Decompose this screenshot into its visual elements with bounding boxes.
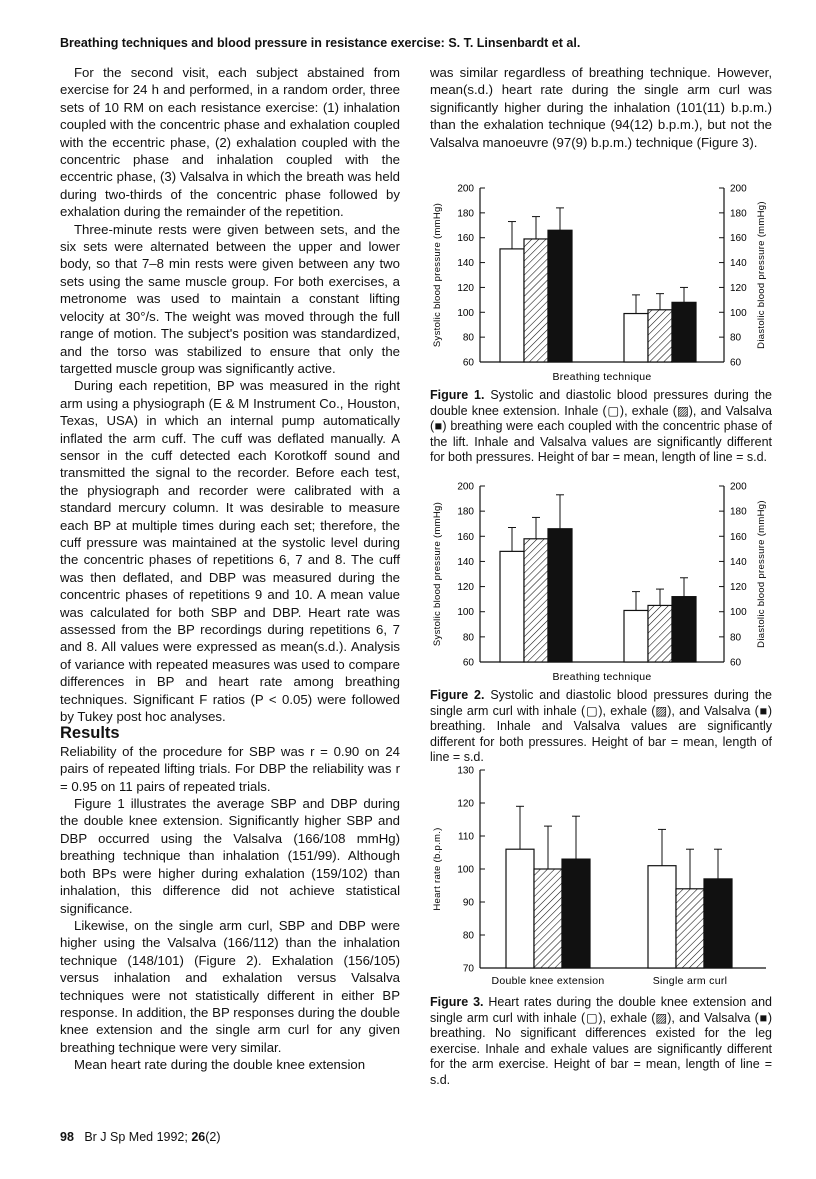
- y-tick-label-left: 90: [462, 897, 474, 909]
- left-column: [60, 64, 400, 1074]
- figure-2-chart: [428, 478, 772, 684]
- y-axis-label: Heart rate (b.p.m.): [432, 827, 443, 911]
- y-tick-label-left: 100: [457, 864, 474, 876]
- bar-valsalva: [548, 529, 572, 662]
- y-tick-label-left: 180: [457, 208, 474, 220]
- bar-exhale: [534, 869, 562, 968]
- y-tick-label-left: 200: [457, 183, 474, 195]
- figure-2-caption: [430, 688, 772, 766]
- y-tick-label-right: 120: [730, 582, 747, 594]
- bar-valsalva: [704, 879, 732, 968]
- bar-valsalva: [672, 597, 696, 662]
- running-header: Breathing techniques and blood pressure in resistance exercise: S. T. Linsenbardt et al.: [60, 36, 581, 50]
- x-axis-label: Breathing technique: [552, 671, 652, 683]
- x-category-label: Double knee extension: [491, 975, 605, 987]
- y-tick-label-left: 100: [457, 307, 474, 319]
- y-tick-label-left: 80: [462, 332, 474, 344]
- caption-label: Figure 3.: [430, 995, 484, 1009]
- bar-valsalva: [672, 302, 696, 362]
- bar-exhale: [648, 605, 672, 662]
- y-tick-label-left: 180: [457, 506, 474, 518]
- y-tick-label-left: 80: [462, 632, 474, 644]
- bar-inhale: [500, 551, 524, 662]
- y-tick-label-right: 60: [730, 657, 742, 669]
- journal-citation: Br J Sp Med 1992;: [84, 1130, 188, 1144]
- y-tick-label-right: 140: [730, 556, 747, 568]
- y-tick-label-right: 120: [730, 282, 747, 294]
- y-tick-label-right: 100: [730, 307, 747, 319]
- y-tick-label-right: 80: [730, 332, 742, 344]
- section-title: Results: [60, 724, 120, 743]
- y-axis-label: Systolic blood pressure (mmHg): [432, 501, 443, 647]
- y-tick-label-left: 60: [462, 657, 474, 669]
- bar-inhale: [506, 849, 534, 968]
- bar-inhale: [624, 314, 648, 362]
- y-tick-label-left: 100: [457, 607, 474, 619]
- paragraph: was similar regardless of breathing technique. However, mean(s.d.) heart rate during the single arm curl was significantly higher during the inhalation (101(11) b.p.m.) than the exhalation technique (94(12) b.p.m.), but not the Valsalva manoeuvre (97(9) b.p.m.) technique (Figure 3).: [430, 65, 772, 150]
- bar-exhale: [524, 239, 548, 362]
- y-tick-label-left: 120: [457, 282, 474, 294]
- bar-exhale: [648, 310, 672, 362]
- x-category-label: Single arm curl: [652, 975, 728, 987]
- y-tick-label-left: 160: [457, 531, 474, 543]
- y-tick-label-left: 70: [462, 963, 474, 975]
- bar-exhale: [676, 889, 704, 968]
- y-tick-label-left: 120: [457, 582, 474, 594]
- bar-inhale: [624, 610, 648, 662]
- paragraph: Figure 1 illustrates the average SBP and DBP during the double knee extension. Significantly higher SBP and DBP occurred using the Valsalva (166/108 mmHg) breathing technique than inhalation (151/99). Although both BPs were higher during exhalation (159/102) than inhalation, this difference did not achieve statistical significance.: [60, 796, 400, 916]
- paragraph: Reliability of the procedure for SBP was r = 0.90 on 24 pairs of repeated lifting trials. For DBP the reliability was r = 0.95 on 11 pairs of repeated trials.: [60, 743, 400, 794]
- journal-volume: 26: [191, 1130, 206, 1144]
- bar-inhale: [500, 249, 524, 362]
- y-tick-label-left: 60: [462, 357, 474, 369]
- figure-3: [428, 762, 772, 997]
- right-column: [430, 64, 772, 151]
- y-tick-label-left: 140: [457, 556, 474, 568]
- y-tick-label-left: 80: [462, 930, 474, 942]
- y-tick-label-right: 180: [730, 208, 747, 220]
- figure-1-chart: [428, 180, 772, 386]
- y-tick-label-right: 140: [730, 258, 747, 270]
- y-tick-label-left: 200: [457, 481, 474, 493]
- figure-3-chart: [428, 762, 772, 992]
- y-tick-label-right: 80: [730, 632, 742, 644]
- y-tick-label-left: 140: [457, 258, 474, 270]
- page-footer: [60, 1130, 221, 1144]
- page-number: 98: [60, 1130, 74, 1144]
- y-tick-label-right: 200: [730, 481, 747, 493]
- figure-3-caption: [430, 995, 772, 1089]
- bar-valsalva: [548, 230, 572, 362]
- x-axis-label: Breathing technique: [552, 371, 652, 383]
- paragraph: During each repetition, BP was measured in the right arm using a physiograph (E & M Instrument Co., Houston, Texas, USA) in which an internal pump automatically inflated the arm cuff. The cuff was deflated manually. A sensor in the cuff detected each Korotkoff sound and transmitted the signal to the recorder. Before each test, the physiograph and recorder were calibrated with a standard mercury column. It was desirable to measure each BP at multiple times during each set; therefore, the cuff pressure was maintained at the systolic level during the concentric phases of repetitions 6, 7 and 8. The cuff was then deflated, and DBP was measured during the concentric phases of repetitions 9 and 10. A mean value was calculated for both SBP and DBP. Heart rate was assessed from the BP recordings during repetitions 6, 7 and 8. All values were expressed as mean(s.d.). Analysis of variance with repeated measures was used to compare differences in BP and heart rate among breathing techniques. Significant F ratios (P < 0.05) were followed by Tukey post hoc analyses.: [60, 378, 400, 725]
- y-tick-label-right: 200: [730, 183, 747, 195]
- paragraph: Mean heart rate during the double knee extension: [74, 1057, 366, 1073]
- y-tick-label-left: 110: [458, 831, 474, 843]
- caption-label: Figure 1.: [430, 388, 485, 402]
- paragraph: Likewise, on the single arm curl, SBP and DBP were higher using the Valsalva (166/112) than the inhalation technique (148/101) (Figure 2). Exhalation (156/105) versus inhalation and exhalation versus Valsalva techniques were not statistically different in either BP response. In addition, the BP responses during the double knee extension and the single arm curl for any given breathing technique were very similar.: [60, 917, 400, 1055]
- figure-1: [428, 180, 772, 391]
- caption-text: Systolic and diastolic blood pressures during the single arm curl with inhale (▢), exhale (▨), and Valsalva (■) breathing. Inhale and Valsalva values are significantly different for both pressures. Height of bar = mean, length of line = s.d.: [430, 688, 773, 765]
- y-axis-label-right: Diastolic blood pressure (mmHg): [756, 201, 767, 349]
- paragraph: For the second visit, each subject abstained from exercise for 24 h and performed, in a random order, three sets of 10 RM on each resistance exercise: (1) inhalation coupled with the concentric phase and exhalation coupled with the eccentric phase, (2) exhalation coupled with the concentric phase and inhalation coupled with the eccentric phase, (3) Valsalva in which the breath was held during two-thirds of the concentric phase followed by exhalation during the remainder of the repetition.: [60, 65, 400, 220]
- y-tick-label-right: 180: [730, 506, 747, 518]
- bar-valsalva: [562, 859, 590, 968]
- journal-issue: (2): [205, 1130, 221, 1144]
- figure-1-caption: [430, 388, 772, 466]
- bar-inhale: [648, 866, 676, 968]
- y-tick-label-right: 60: [730, 357, 742, 369]
- y-axis-label-right: Diastolic blood pressure (mmHg): [756, 500, 767, 648]
- paragraph: Three-minute rests were given between sets, and the six sets were alternated between the upper and lower body, so that 7–8 min rests were given between any two sets using the same muscle group. For both exercises, a metronome was used to maintain a constant lifting velocity at 30°/s. The weight was moved through the full range of motion. The subject's position was standardized, and the torso was stabilized to ensure that only the targetted muscle group was significantly active.: [60, 221, 400, 376]
- y-tick-label-right: 100: [730, 607, 747, 619]
- figure-2: [428, 478, 772, 689]
- y-tick-label-right: 160: [730, 233, 747, 245]
- bar-exhale: [524, 539, 548, 662]
- y-tick-label-left: 160: [457, 233, 474, 245]
- y-tick-label-left: 130: [457, 765, 474, 777]
- caption-label: Figure 2.: [430, 688, 485, 702]
- y-tick-label-right: 160: [730, 531, 747, 543]
- caption-text: Heart rates during the double knee extension and single arm curl with inhale (▢), exhale (▨), and Valsalva (■) breathing. No significant differences existed for the leg exercise. Inhale and exhale values are significantly different for the arm exercise. Height of bar = mean, length of line = s.d.: [430, 995, 772, 1087]
- y-tick-label-left: 120: [457, 798, 474, 810]
- caption-text: Systolic and diastolic blood pressures during the double knee extension. Inhale (▢), exhale (▨), and Valsalva (■) breathing were each coupled with the concentric phase of the lift. Inhale and Valsalva values are significantly different for both pressures. Height of bar = mean, length of line = s.d.: [430, 388, 773, 465]
- y-axis-label: Systolic blood pressure (mmHg): [432, 202, 443, 348]
